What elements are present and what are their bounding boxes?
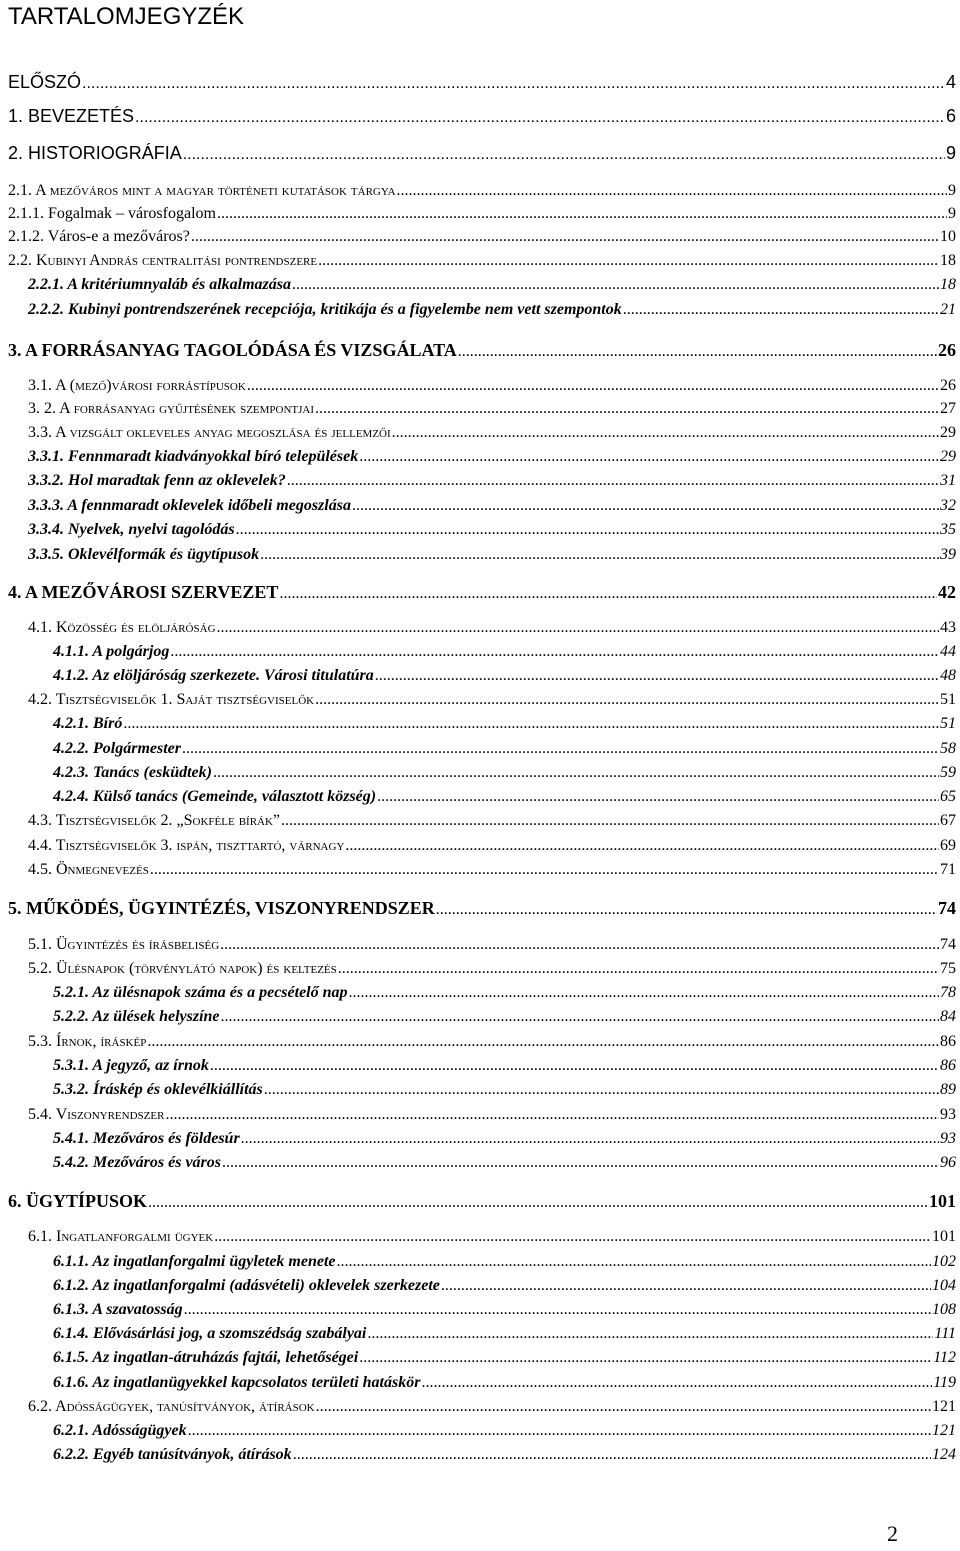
toc-entry[interactable] <box>0 448 960 466</box>
toc-entry-page: 102 <box>932 1253 956 1270</box>
toc-entry-label: 5.2. Ülésnapok (törvénylátó napok) és keltezés <box>28 960 337 977</box>
toc-entry-page: 74 <box>940 936 956 953</box>
toc-entry-page: 89 <box>940 1081 956 1098</box>
toc-entry[interactable] <box>0 546 960 564</box>
toc-entry-label: 4.1.2. Az elöljáróság szerkezete. Városi titulatúra <box>53 667 374 684</box>
toc-entry-page: 10 <box>940 228 956 245</box>
toc-entry-label: 5.1. Ügyintézés és írásbeliség <box>28 936 220 953</box>
toc-entry[interactable] <box>0 521 960 539</box>
toc-entry[interactable] <box>0 1228 960 1246</box>
toc-entry[interactable] <box>0 182 960 200</box>
toc-entry-page: 51 <box>940 715 956 732</box>
toc-entry-page: 4 <box>945 72 956 92</box>
toc-entry[interactable] <box>0 1446 960 1464</box>
dot-leader <box>191 228 939 246</box>
toc-entry[interactable] <box>0 1057 960 1075</box>
toc-entry-page: 21 <box>940 301 956 318</box>
toc-entry[interactable] <box>0 205 960 223</box>
dot-leader <box>170 643 939 661</box>
dot-leader <box>375 667 939 685</box>
toc-entry-page: 9 <box>945 143 956 163</box>
toc-entry[interactable] <box>0 106 960 127</box>
toc-entry-label: 6.1.4. Elővásárlási jog, a szomszédság szabályai <box>53 1325 367 1342</box>
dot-leader <box>184 1301 931 1319</box>
dot-leader <box>264 1081 939 1099</box>
toc-entry[interactable] <box>0 1277 960 1295</box>
toc-entry[interactable] <box>0 619 960 637</box>
toc-entry-label: 6.2. Adósságügyek, tanúsítványok, átírások <box>28 1398 315 1415</box>
dot-leader <box>217 205 947 223</box>
toc-entry[interactable] <box>0 1106 960 1124</box>
toc-entry-page: 32 <box>940 497 956 514</box>
toc-entry-page: 26 <box>940 377 956 394</box>
dot-leader <box>421 1374 932 1392</box>
toc-entry-label: 4.2. Tisztségviselők 1. Saját tisztségviselők <box>28 691 315 708</box>
toc-entry-page: 48 <box>940 667 956 684</box>
toc-entry-page: 74 <box>938 898 956 918</box>
toc-entry-page: 65 <box>940 788 956 805</box>
toc-entry-page: 86 <box>940 1033 956 1050</box>
toc-entry-label: 6.1.5. Az ingatlan-átruházás fajtái, lehetőségei <box>53 1349 359 1366</box>
dot-leader <box>217 619 939 637</box>
dot-leader <box>148 1194 928 1212</box>
toc-entry-page: 58 <box>940 740 956 757</box>
dot-leader <box>147 1033 939 1051</box>
dot-leader <box>392 424 939 442</box>
dot-leader <box>345 837 939 855</box>
toc-entry-page: 121 <box>932 1422 956 1439</box>
page-number: 2 <box>887 1521 898 1546</box>
dot-leader <box>318 252 939 270</box>
toc-entry-page: 84 <box>940 1008 956 1025</box>
toc-entry[interactable] <box>0 1374 960 1392</box>
toc-entry[interactable] <box>0 1008 960 1026</box>
toc-entry-page: 27 <box>940 400 956 417</box>
toc-entry[interactable] <box>0 143 960 164</box>
dot-leader <box>287 472 939 490</box>
toc-entry[interactable] <box>0 497 960 515</box>
toc-entry[interactable] <box>0 472 960 490</box>
page-title: TARTALOMJEGYZÉK <box>8 3 245 30</box>
dot-leader <box>213 764 939 782</box>
toc-entry[interactable] <box>0 1398 960 1416</box>
dot-leader <box>222 1154 939 1172</box>
dot-leader <box>292 276 939 294</box>
dot-leader <box>241 1130 939 1148</box>
toc-entry[interactable] <box>0 667 960 685</box>
toc-entry[interactable] <box>0 582 960 603</box>
dot-leader <box>337 1253 931 1271</box>
toc-entry-label: 4.1. Közösség és elöljáróság <box>28 619 216 636</box>
toc-entry-label: 4.2.2. Polgármester <box>53 740 181 757</box>
toc-entry[interactable] <box>0 301 960 319</box>
toc-entry-label: 3.3.5. Oklevélformák és ügytípusok <box>28 546 260 563</box>
dot-leader <box>260 546 939 564</box>
toc-entry-label: 3.3.4. Nyelvek, nyelvi tagolódás <box>28 521 235 538</box>
dot-leader <box>135 109 945 127</box>
toc-entry-page: 43 <box>940 619 956 636</box>
toc-entry[interactable] <box>0 1081 960 1099</box>
toc-entry-label: 6.1.6. Az ingatlanügyekkel kapcsolatos területi hatáskör <box>53 1374 421 1391</box>
toc-entry-label: 3.1. A (mező)városi forrástípusok <box>28 377 246 394</box>
toc-entry-page: 101 <box>929 1191 956 1211</box>
toc-entry-page: 42 <box>938 582 956 602</box>
toc-entry[interactable] <box>0 276 960 294</box>
toc-entry[interactable] <box>0 1349 960 1367</box>
toc-entry-label: 2.1. A mezőváros mint a magyar történeti kutatások tárgya <box>8 182 396 199</box>
toc-entry[interactable] <box>0 812 960 830</box>
toc-entry-label: 6.1. Ingatlanforgalmi ügyek <box>28 1228 214 1245</box>
toc-entry-page: 18 <box>940 252 956 269</box>
toc-entry-page: 35 <box>940 521 956 538</box>
toc-entry-label: 6. ÜGYTÍPUSOK <box>8 1191 148 1211</box>
toc-entry[interactable] <box>0 400 960 418</box>
toc-entry-label: 2.1.2. Város-e a mezőváros? <box>8 228 190 245</box>
dot-leader <box>315 691 939 709</box>
toc-entry-label: 4.2.3. Tanács (esküdtek) <box>53 764 212 781</box>
dot-leader <box>150 861 939 879</box>
toc-entry-page: 9 <box>948 205 956 222</box>
dot-leader <box>123 715 939 733</box>
toc-entry-page: 26 <box>938 340 956 360</box>
toc-entry-page: 6 <box>945 106 956 126</box>
toc-entry-page: 111 <box>934 1325 956 1342</box>
toc-entry-page: 29 <box>940 424 956 441</box>
toc-entry[interactable] <box>0 715 960 733</box>
toc-entry[interactable] <box>0 788 960 806</box>
toc-entry[interactable] <box>0 424 960 442</box>
toc-entry-label: 4.4. Tisztségviselők 3. ispán, tiszttartó, várnagy <box>28 837 345 854</box>
dot-leader <box>458 343 937 361</box>
toc-entry[interactable] <box>0 898 960 919</box>
toc-entry[interactable] <box>0 740 960 758</box>
toc-entry[interactable] <box>0 861 960 879</box>
toc-entry-page: 29 <box>940 448 956 465</box>
toc-entry-page: 78 <box>940 984 956 1001</box>
dot-leader <box>316 1398 931 1416</box>
toc-entry-label: 3.3.3. A fennmaradt oklevelek időbeli megoszlása <box>28 497 351 514</box>
dot-leader <box>293 1446 931 1464</box>
toc-entry-page: 71 <box>940 861 956 878</box>
toc-entry-page: 101 <box>932 1228 956 1245</box>
toc-entry[interactable] <box>0 228 960 246</box>
toc-entry-page: 96 <box>940 1154 956 1171</box>
toc-entry-label: 2. HISTORIOGRÁFIA <box>8 143 182 163</box>
toc-entry[interactable] <box>0 1033 960 1051</box>
toc-entry-label: 2.2.1. A kritériumnyaláb és alkalmazása <box>28 276 291 293</box>
toc-entry[interactable] <box>0 1301 960 1319</box>
toc-entry-page: 18 <box>940 276 956 293</box>
toc-entry-label: 5. MŰKÖDÉS, ÜGYINTÉZÉS, VISZONYRENDSZER <box>8 898 435 918</box>
toc-entry[interactable] <box>0 936 960 954</box>
toc-entry-page: 59 <box>940 764 956 781</box>
dot-leader <box>441 1277 931 1295</box>
toc-entry-page: 69 <box>940 837 956 854</box>
toc-entry-page: 108 <box>932 1301 956 1318</box>
toc-entry-page: 93 <box>940 1130 956 1147</box>
toc-entry-label: 2.2.2. Kubinyi pontrendszerének recepciója, kritikája és a figyelembe nem vett szempontok <box>28 301 622 318</box>
toc-entry-page: 112 <box>933 1349 956 1366</box>
toc-entry[interactable] <box>0 1253 960 1271</box>
toc-entry-label: 5.4.2. Mezőváros és város <box>53 1154 221 1171</box>
dot-leader <box>338 960 939 978</box>
toc-entry-label: 3.3.1. Fennmaradt kiadványokkal bíró települések <box>28 448 359 465</box>
toc-entry-label: 6.2.2. Egyéb tanúsítványok, átírások <box>53 1446 292 1463</box>
dot-leader <box>377 788 939 806</box>
toc-entry[interactable] <box>0 72 960 93</box>
dot-leader <box>247 377 939 395</box>
dot-leader <box>349 984 939 1002</box>
toc-entry-label: 5.2.2. Az ülések helyszíne <box>53 1008 220 1025</box>
toc-entry-label: 5.3.2. Íráskép és oklevélkiállítás <box>53 1081 263 1098</box>
toc-entry[interactable] <box>0 1325 960 1343</box>
toc-entry-label: 5.3.1. A jegyző, az írnok <box>53 1057 209 1074</box>
toc-entry[interactable] <box>0 252 960 270</box>
dot-leader <box>279 585 937 603</box>
toc-entry-label: 6.2.1. Adósságügyek <box>53 1422 187 1439</box>
dot-leader <box>623 301 939 319</box>
toc-entry-label: 4.2.1. Bíró <box>53 715 123 732</box>
toc-entry-label: 5.4. Viszonyrendszer <box>28 1106 165 1123</box>
toc-entry-page: 104 <box>932 1277 956 1294</box>
dot-leader <box>188 1422 931 1440</box>
toc-entry[interactable] <box>0 1154 960 1172</box>
toc-entry-label: 3.3. A vizsgált okleveles anyag megoszlása és jellemzői <box>28 424 391 441</box>
toc-entry[interactable] <box>0 764 960 782</box>
toc-entry-label: 1. BEVEZETÉS <box>8 106 135 126</box>
dot-leader <box>214 1228 931 1246</box>
toc-entry-label: 5.3. Írnok, íráskép <box>28 1033 147 1050</box>
toc-entry-label: 2.1.1. Fogalmak – városfogalom <box>8 205 216 222</box>
dot-leader <box>315 400 939 418</box>
dot-leader <box>367 1325 933 1343</box>
toc-entry-page: 67 <box>940 812 956 829</box>
dot-leader <box>236 521 939 539</box>
toc-entry[interactable] <box>0 1130 960 1148</box>
toc-entry[interactable] <box>0 691 960 709</box>
dot-leader <box>359 1349 932 1367</box>
toc-entry-page: 44 <box>940 643 956 660</box>
toc-entry-label: 4.1.1. A polgárjog <box>53 643 170 660</box>
dot-leader <box>281 812 939 830</box>
toc-entry-page: 75 <box>940 960 956 977</box>
toc-entry-label: 5.4.1. Mezőváros és földesúr <box>53 1130 240 1147</box>
dot-leader <box>436 901 937 919</box>
toc-entry-label: 3.3.2. Hol maradtak fenn az oklevelek? <box>28 472 286 489</box>
toc-entry[interactable] <box>0 984 960 1002</box>
toc-entry-label: 6.1.3. A szavatosság <box>53 1301 183 1318</box>
toc-entry-label: 4.3. Tisztségviselők 2. „Sokféle bírák” <box>28 812 281 829</box>
dot-leader <box>359 448 939 466</box>
toc-entry-page: 86 <box>940 1057 956 1074</box>
toc-entry[interactable] <box>0 1422 960 1440</box>
toc-entry-page: 124 <box>932 1446 956 1463</box>
toc-entry-page: 121 <box>932 1398 956 1415</box>
toc-entry-page: 119 <box>933 1374 956 1391</box>
toc-entry[interactable] <box>0 837 960 855</box>
toc-entry-label: 3. 2. A forrásanyag gyűjtésének szempontjai <box>28 400 315 417</box>
toc-entry-label: ELŐSZÓ <box>8 72 82 92</box>
toc-entry-label: 6.1.1. Az ingatlanforgalmi ügyletek menete <box>53 1253 336 1270</box>
toc-entry-page: 39 <box>940 546 956 563</box>
toc-entry-label: 3. A FORRÁSANYAG TAGOLÓDÁSA ÉS VIZSGÁLATA <box>8 340 457 360</box>
dot-leader <box>397 182 947 200</box>
dot-leader <box>210 1057 939 1075</box>
dot-leader <box>165 1106 939 1124</box>
dot-leader <box>220 936 939 954</box>
toc-entry-page: 31 <box>940 472 956 489</box>
toc-entry[interactable] <box>0 1191 960 1212</box>
toc-entry-page: 93 <box>940 1106 956 1123</box>
toc-entry[interactable] <box>0 340 960 361</box>
toc-entry-page: 9 <box>948 182 956 199</box>
dot-leader <box>352 497 939 515</box>
toc-entry-label: 4. A MEZŐVÁROSI SZERVEZET <box>8 582 279 602</box>
toc-entry-label: 4.2.4. Külső tanács (Gemeinde, választott község) <box>53 788 377 805</box>
dot-leader <box>82 75 945 93</box>
toc-entry[interactable] <box>0 377 960 395</box>
dot-leader <box>183 146 945 164</box>
toc-entry-label: 6.1.2. Az ingatlanforgalmi (adásvételi) oklevelek szerkezete <box>53 1277 440 1294</box>
toc-entry[interactable] <box>0 960 960 978</box>
toc-entry-page: 51 <box>940 691 956 708</box>
toc-entry[interactable] <box>0 643 960 661</box>
dot-leader <box>221 1008 939 1026</box>
toc-entry-label: 4.5. Önmegnevezés <box>28 861 149 878</box>
toc-entry-label: 5.2.1. Az ülésnapok száma és a pecsételő nap <box>53 984 348 1001</box>
toc-entry-label: 2.2. Kubinyi András centralitási pontrendszere <box>8 252 318 269</box>
dot-leader <box>182 740 939 758</box>
